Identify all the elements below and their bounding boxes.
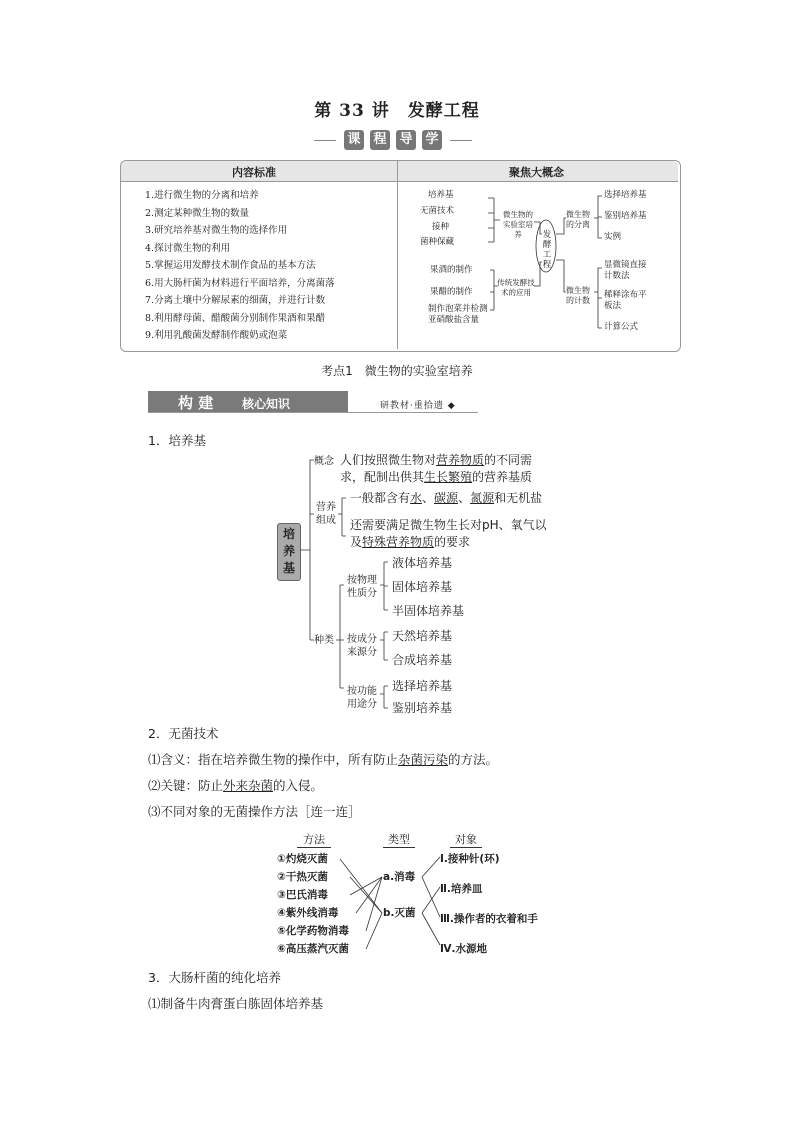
topic-heading: 考点1 微生物的实验室培养 bbox=[321, 364, 473, 378]
concept-item: 无菌技术 bbox=[420, 206, 455, 216]
tree-root-label: 培养基 bbox=[283, 527, 296, 575]
concept-hub: 微生物的计数 bbox=[566, 286, 590, 305]
standard-item: 3.研究培养基对微生物的选择作用 bbox=[145, 225, 288, 236]
tree-label-function: 按功能用途分 bbox=[347, 686, 377, 710]
type-item: 液体培养基 bbox=[392, 556, 453, 570]
concept-item: 制作泡菜并检测亚硝酸盐含量 bbox=[428, 304, 488, 325]
text-span: 的入侵。 bbox=[273, 778, 324, 793]
type-item: 天然培养基 bbox=[392, 629, 453, 643]
ecoli-step1: ⑴制备牛肉膏蛋白胨固体培养基 bbox=[148, 996, 324, 1011]
standard-item: 2.测定某种微生物的数量 bbox=[145, 207, 250, 219]
nutrition-line1 bbox=[350, 490, 542, 507]
concept-item: 选择培养基 bbox=[604, 190, 647, 200]
aseptic-methods: ⑶不同对象的无菌操作方法［连一连］ bbox=[148, 804, 361, 819]
answer-span: 外来杂菌 bbox=[223, 778, 274, 793]
heading-culture-medium: 1．培养基 bbox=[148, 433, 206, 448]
match-lines bbox=[330, 845, 450, 957]
concept-item: 果醋的制作 bbox=[430, 287, 473, 297]
concept-item: 接种 bbox=[432, 222, 450, 232]
answer-span: 氮源 bbox=[470, 491, 495, 505]
banner-char: 程 bbox=[370, 130, 390, 150]
text-span: 和无机盐 bbox=[494, 491, 543, 505]
text-span: 、 bbox=[458, 491, 471, 505]
type-item: 选择培养基 bbox=[392, 679, 453, 693]
object-item: Ⅲ.操作者的衣着和手 bbox=[440, 913, 538, 925]
concept-hub: 传统发酵技术的应用 bbox=[497, 278, 535, 297]
concept-item: 计算公式 bbox=[604, 322, 639, 332]
tree-label-nutrition: 营养组成 bbox=[316, 502, 336, 526]
answer-span: 水 bbox=[410, 491, 423, 505]
concept-item: 果酒的制作 bbox=[430, 265, 473, 275]
standard-item: 8.利用酵母菌、醋酸菌分别制作果酒和果醋 bbox=[145, 312, 326, 324]
standards-list bbox=[145, 187, 335, 345]
big-concept-header: 聚焦大概念 bbox=[509, 166, 564, 179]
method-item: ⑥高压蒸汽灭菌 bbox=[277, 943, 349, 955]
method-item: ②干热灭菌 bbox=[277, 871, 328, 883]
answer-span: 生长繁殖 bbox=[424, 470, 473, 484]
text-span: ⑵关键：防止 bbox=[148, 778, 224, 793]
method-item: ①灼烧灭菌 bbox=[277, 853, 328, 865]
content-standard-header: 内容标准 bbox=[232, 166, 276, 179]
text-span: 人们按照微生物对 bbox=[340, 453, 437, 467]
object-item: Ⅳ.水源地 bbox=[440, 943, 488, 955]
method-item: ③巴氏消毒 bbox=[277, 889, 328, 901]
concept-text-line1 bbox=[340, 452, 532, 469]
concept-item: 显微镜直接计数法 bbox=[604, 260, 647, 281]
standard-item: 1.进行微生物的分离和培养 bbox=[145, 190, 259, 201]
tree-label-concept: 概念 bbox=[314, 456, 334, 467]
section-banner bbox=[340, 128, 456, 154]
concept-center: 发酵工程 bbox=[542, 230, 552, 270]
section-bar-tag: 研教材·重拾遗 ◆ bbox=[380, 401, 456, 411]
tree-label-physical: 按物理性质分 bbox=[347, 575, 377, 599]
tree-label-source: 按成分来源分 bbox=[347, 634, 377, 658]
text-span: 及 bbox=[350, 535, 363, 549]
type-item: 半固体培养基 bbox=[392, 604, 465, 618]
answer-span: 特殊营养物质 bbox=[362, 535, 435, 549]
match-col-header: 对象 bbox=[450, 831, 482, 848]
section-bar-small: 核心知识 bbox=[242, 397, 291, 411]
text-span: 求，配制出供其 bbox=[340, 470, 425, 484]
concept-hub: 微生物的实验室培养 bbox=[503, 210, 533, 239]
method-item: ⑤化学药物消毒 bbox=[277, 925, 349, 937]
concept-item: 实例 bbox=[604, 232, 622, 242]
answer-span: 杂菌污染 bbox=[398, 752, 449, 767]
text-span: 的营养基质 bbox=[472, 470, 533, 484]
type-item: a.消毒 bbox=[383, 871, 416, 883]
aseptic-key bbox=[148, 776, 323, 794]
section-bar-big: 构 建 bbox=[178, 394, 214, 412]
aseptic-definition bbox=[148, 750, 498, 768]
match-col-header: 方法 bbox=[297, 831, 331, 848]
nutrition-line2: 还需要满足微生物生长对pH、氧气以 bbox=[350, 518, 547, 532]
concept-text-line2 bbox=[340, 469, 532, 486]
overview-table-header bbox=[121, 161, 678, 182]
match-col-header: 类型 bbox=[383, 831, 415, 848]
nutrition-line3 bbox=[350, 534, 470, 551]
tree-label-types: 种类 bbox=[314, 635, 334, 646]
concept-item: 菌种保藏 bbox=[420, 237, 455, 247]
standard-item: 4.探讨微生物的利用 bbox=[145, 242, 231, 254]
type-item: b.灭菌 bbox=[383, 907, 416, 919]
method-item: ④紫外线消毒 bbox=[277, 907, 339, 919]
type-item: 固体培养基 bbox=[392, 580, 453, 594]
answer-span: 碳源 bbox=[434, 491, 459, 505]
banner-char: 导 bbox=[396, 130, 416, 150]
type-item: 合成培养基 bbox=[392, 653, 453, 667]
text-span: 一般都含有 bbox=[350, 491, 411, 505]
standard-item: 7.分离土壤中分解尿素的细菌，并进行计数 bbox=[145, 295, 326, 306]
type-item: 鉴别培养基 bbox=[392, 701, 453, 715]
heading-ecoli: 3．大肠杆菌的纯化培养 bbox=[148, 970, 281, 985]
standard-item: 9.利用乳酸菌发酵制作酸奶或泡菜 bbox=[145, 330, 288, 341]
answer-span: 营养物质 bbox=[436, 453, 485, 467]
concept-item: 稀释涂布平板法 bbox=[604, 290, 647, 311]
heading-aseptic: 2．无菌技术 bbox=[148, 726, 219, 741]
page-title: 第 33 讲 发酵工程 bbox=[314, 101, 480, 121]
text-span: 的方法。 bbox=[448, 752, 499, 767]
concept-item: 鉴别培养基 bbox=[604, 211, 647, 221]
standard-item: 5.掌握运用发酵技术制作食品的基本方法 bbox=[145, 260, 316, 271]
text-span: ⑴含义：指在培养微生物的操作中，所有防止 bbox=[148, 752, 399, 767]
text-span: 、 bbox=[422, 491, 435, 505]
text-span: 的不同需 bbox=[484, 453, 533, 467]
concept-item: 培养基 bbox=[428, 190, 454, 200]
text-span: 的要求 bbox=[434, 535, 471, 549]
object-item: Ⅰ.接种针(环) bbox=[440, 853, 500, 865]
standard-item: 6.用大肠杆菌为材料进行平面培养，分离菌落 bbox=[145, 277, 335, 289]
banner-char: 课 bbox=[344, 130, 364, 150]
object-item: Ⅱ.培养皿 bbox=[440, 883, 483, 895]
concept-hub: 微生物的分离 bbox=[566, 210, 590, 229]
banner-char: 学 bbox=[422, 130, 442, 150]
